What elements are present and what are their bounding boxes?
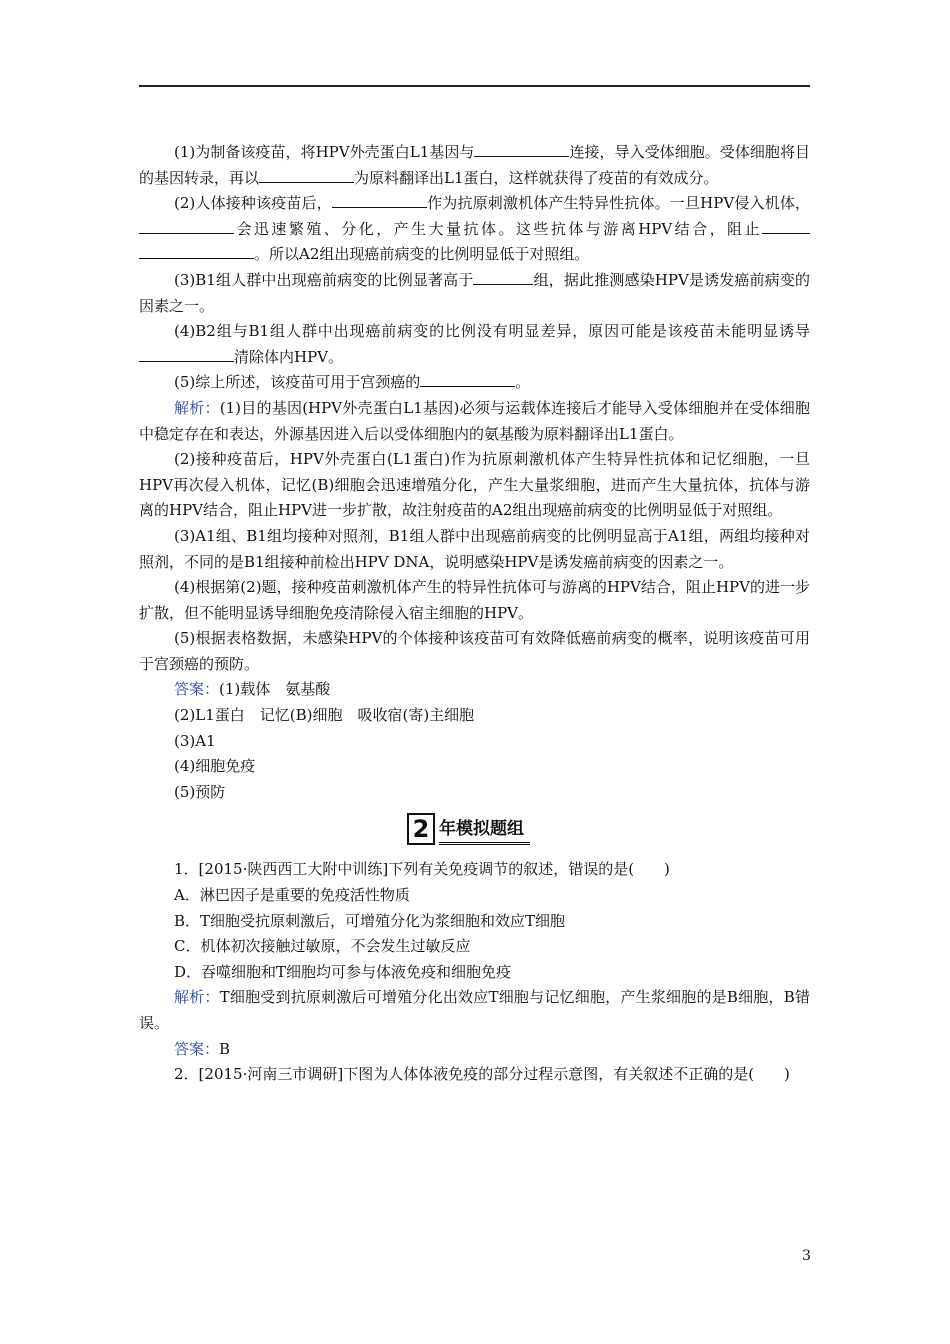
- question-text: 组，据此推测感染HPV是诱发癌前病变的因素之一。: [139, 270, 810, 315]
- question-1: [139, 140, 810, 191]
- answer-text: B: [219, 1039, 231, 1058]
- analysis-paragraph: [139, 985, 810, 1036]
- question-text: 。所以A2组出现癌前病变的比例明显低于对照组。: [254, 245, 590, 264]
- mc-question-stem: 2．[2015·河南三市调研]下图为人体体液免疫的部分过程示意图，有关叙述不正确的是( ): [174, 1065, 790, 1084]
- analysis-text: T细胞受到抗原刺激后可增殖分化出效应T细胞与记忆细胞，产生浆细胞的是B细胞，B错误。: [139, 988, 810, 1032]
- section-title-text: 年模拟题组: [439, 818, 530, 845]
- question-2: [139, 191, 810, 268]
- analysis-paragraph: [139, 396, 810, 447]
- answer-line: (5)预防: [174, 782, 226, 801]
- answer-line: (3)A1: [174, 731, 216, 750]
- analysis-label: 解析：: [174, 988, 220, 1007]
- question-3: [139, 268, 810, 319]
- question-text: 为原料翻译出L1蛋白，这样就获得了疫苗的有效成分。: [354, 168, 719, 187]
- answer-label: 答案：: [174, 680, 220, 699]
- header-rule: [139, 85, 810, 87]
- question-text: (3)B1组人群中出现癌前病变的比例显著高于: [174, 270, 474, 289]
- question-text: 清除体内HPV。: [234, 347, 344, 366]
- answer-blank: [762, 219, 810, 234]
- answer-blank: [139, 244, 254, 259]
- answer-label: 答案：: [174, 1039, 220, 1058]
- mc-option: B．T细胞受抗原刺激后，可增殖分化为浆细胞和效应T细胞: [174, 911, 566, 930]
- answer-text: (1)载体 氨基酸: [219, 680, 331, 699]
- analysis-label: 解析：: [174, 398, 220, 417]
- question-text: 会迅速繁殖、分化，产生大量抗体。这些抗体与游离HPV结合，阻止: [234, 219, 762, 238]
- question-text: 作为抗原刺激机体产生特异性抗体。一旦HPV侵入机体，: [426, 194, 810, 213]
- answer-blank: [332, 193, 427, 208]
- answer-line: (2)L1蛋白 记忆(B)细胞 吸收宿(寄)主细胞: [174, 706, 475, 725]
- page-number: 3: [802, 1248, 811, 1264]
- answer-blank: [139, 347, 234, 362]
- question-text: 连接，导入受体细胞。受体细胞将目的基因转录，再以: [139, 143, 810, 187]
- question-text: (4)B2组与B1组人群中出现癌前病变的比例没有明显差异，原因可能是该疫苗未能明显诱导: [174, 322, 810, 341]
- analysis-paragraph: (2)接种疫苗后，HPV外壳蛋白(L1蛋白)作为抗原刺激机体产生特异性抗体和记忆细胞，一旦HPV再次侵入机体，记忆(B)细胞会迅速增殖分化，产生大量浆细胞，进而产生大量抗体，抗体与游离的HPV结合，阻止HPV进一步扩散，故注射疫苗的A2组出现癌前病变的比例明显低于对照组。: [139, 450, 810, 520]
- answer-line: [139, 1037, 810, 1063]
- section-header: [139, 811, 810, 853]
- answer-blank: [420, 372, 515, 387]
- answer-blank: [474, 142, 569, 157]
- analysis-text: (1)目的基因(HPV外壳蛋白L1基因)必须与运载体连接后才能导入受体细胞并在受体细胞中稳定存在和表达，外源基因进入后以受体细胞内的氨基酸为原料翻译出L1蛋白。: [139, 398, 810, 443]
- question-text: (2)人体接种该疫苗后，: [174, 194, 332, 213]
- page-content: [139, 140, 810, 1088]
- question-text: (1)为制备该疫苗，将HPV外壳蛋白L1基因与: [174, 143, 475, 161]
- mc-question-stem: 1．[2015·陕西西工大附中训练]下列有关免疫调节的叙述，错误的是( ): [174, 860, 670, 879]
- question-5: [139, 370, 810, 396]
- question-text: 。: [515, 373, 531, 392]
- mc-option: A．淋巴因子是重要的免疫活性物质: [174, 886, 410, 905]
- question-4: [139, 319, 810, 370]
- section-number-box: 2: [407, 813, 435, 845]
- answer-blank: [473, 270, 533, 285]
- analysis-paragraph: (5)根据表格数据，未感染HPV的个体接种该疫苗可有效降低癌前病变的概率，说明该疫苗可用于宫颈癌的预防。: [139, 629, 810, 673]
- mc-option: C．机体初次接触过敏原，不会发生过敏反应: [174, 937, 471, 956]
- analysis-paragraph: (3)A1组、B1组均接种对照剂，B1组人群中出现癌前病变的比例明显高于A1组，两组均接种对照剂，不同的是B1组接种前检出HPV DNA，说明感染HPV是诱发癌前病变的因素之一。: [139, 526, 810, 571]
- answer-blank: [139, 219, 234, 234]
- section-title: [407, 815, 530, 845]
- answer-line: (4)细胞免疫: [174, 757, 256, 776]
- answer-line: [139, 677, 810, 703]
- question-text: (5)综上所述，该疫苗可用于宫颈癌的: [174, 373, 421, 392]
- mc-option: D．吞噬细胞和T细胞均可参与体液免疫和细胞免疫: [174, 962, 512, 981]
- answer-blank: [259, 168, 354, 183]
- analysis-paragraph: (4)根据第(2)题，接种疫苗刺激机体产生的特异性抗体可与游离的HPV结合，阻止HPV的进一步扩散，但不能明显诱导细胞免疫清除侵入宿主细胞的HPV。: [139, 578, 810, 622]
